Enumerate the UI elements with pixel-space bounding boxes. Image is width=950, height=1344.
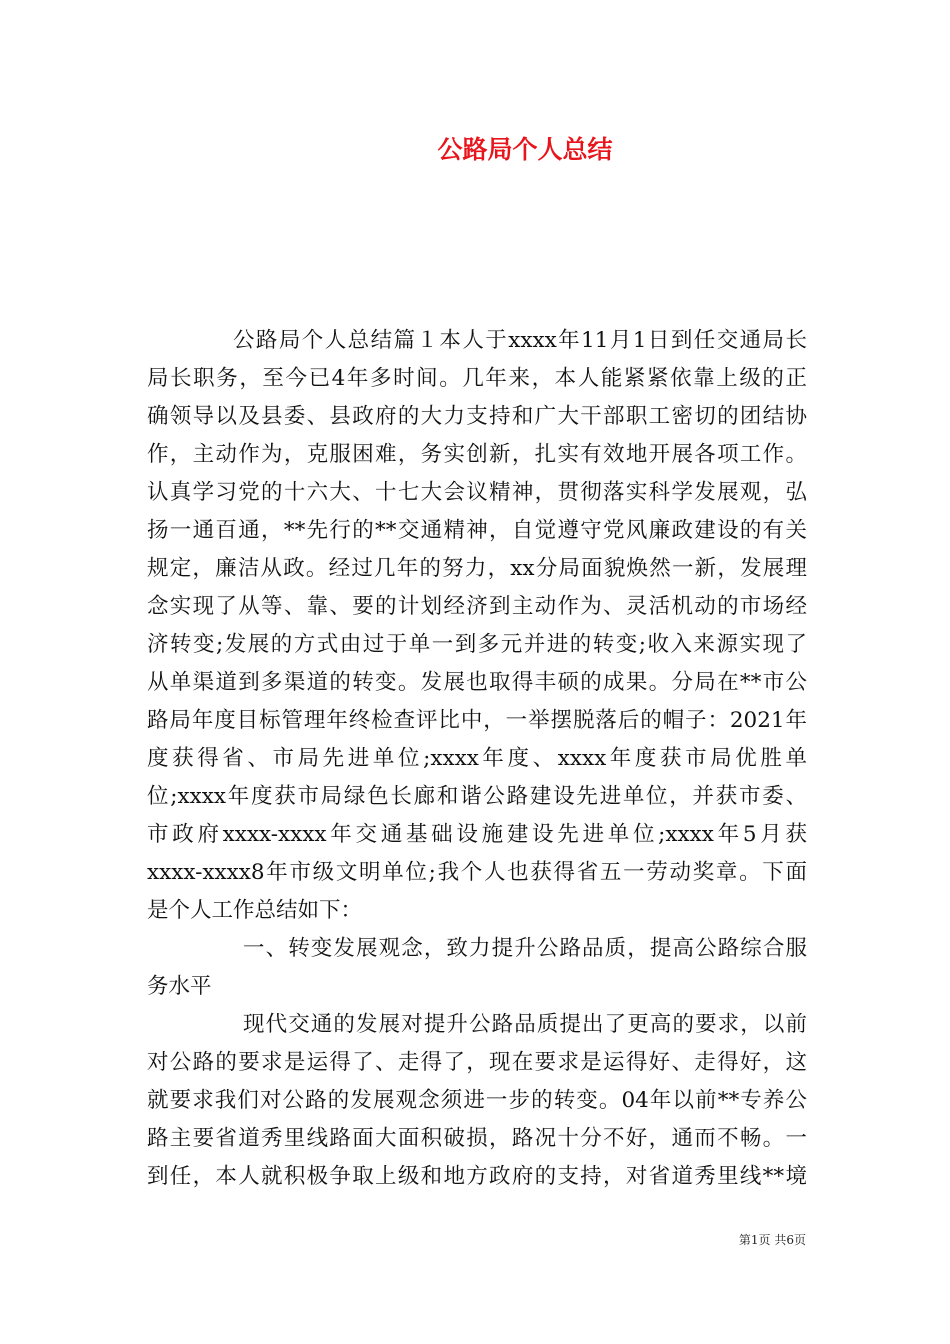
page-number: 第1页 共6页 <box>738 1233 806 1247</box>
body-line: 路局年度目标管理年终检查评比中，一举摆脱落后的帽子：2021年 <box>147 708 807 733</box>
body-line: 公路局个人总结篇１本人于xxxx年11月1日到任交通局长 <box>233 328 807 353</box>
body-line: 度获得省、市局先进单位;xxxx年度、xxxx年度获市局优胜单 <box>147 746 807 771</box>
body-line: 认真学习党的十六大、十七大会议精神，贯彻落实科学发展观，弘 <box>147 480 807 505</box>
body-line: 就要求我们对公路的发展观念须进一步的转变。04年以前**专养公 <box>147 1088 807 1113</box>
body-line: 对公路的要求是运得了、走得了，现在要求是运得好、走得好，这 <box>147 1050 807 1075</box>
section-heading-line: 务水平 <box>147 974 212 999</box>
body-line: 现代交通的发展对提升公路品质提出了更高的要求，以前 <box>243 1012 807 1037</box>
body-line: 是个人工作总结如下： <box>147 898 363 923</box>
body-line: 济转变;发展的方式由过于单一到多元并进的转变;收入来源实现了 <box>147 632 807 657</box>
body-line: xxxx-xxxx8年市级文明单位;我个人也获得省五一劳动奖章。下面 <box>147 860 807 885</box>
body-line: 路主要省道秀里线路面大面积破损，路况十分不好，通而不畅。一 <box>147 1126 807 1151</box>
body-line: 局长职务，至今已4年多时间。几年来，本人能紧紧依靠上级的正 <box>147 366 807 391</box>
body-line: 扬一通百通，**先行的**交通精神，自觉遵守党风廉政建设的有关 <box>147 518 807 543</box>
body-line: 确领导以及县委、县政府的大力支持和广大干部职工密切的团结协 <box>147 404 807 429</box>
body-line: 位;xxxx年度获市局绿色长廊和谐公路建设先进单位，并获市委、 <box>147 784 807 809</box>
document-title: 公路局个人总结 <box>437 135 613 164</box>
body-line: 作，主动作为，克服困难，务实创新，扎实有效地开展各项工作。 <box>147 442 807 467</box>
body-line: 市政府xxxx-xxxx年交通基础设施建设先进单位;xxxx年5月获 <box>147 822 807 847</box>
body-line: 念实现了从等、靠、要的计划经济到主动作为、灵活机动的市场经 <box>147 594 807 619</box>
section-heading-line: 一、转变发展观念，致力提升公路品质，提高公路综合服 <box>243 936 807 961</box>
body-line: 到任，本人就积极争取上级和地方政府的支持，对省道秀里线**境 <box>147 1164 807 1189</box>
body-line: 规定，廉洁从政。经过几年的努力，xx分局面貌焕然一新，发展理 <box>147 556 807 581</box>
body-line: 从单渠道到多渠道的转变。发展也取得丰硕的成果。分局在**市公 <box>147 670 807 695</box>
